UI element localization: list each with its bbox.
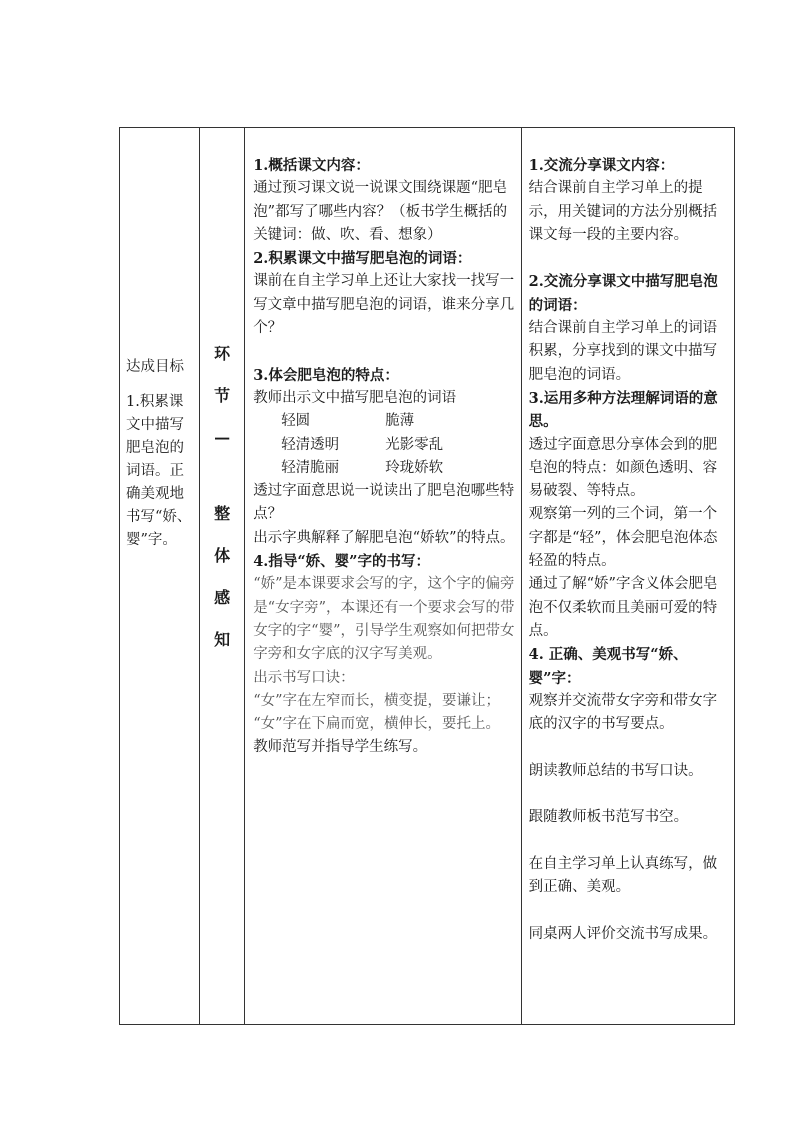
word-row <box>253 434 514 457</box>
teacher-section-3-title: 3.体会肥皂泡的特点： <box>253 366 399 384</box>
student-section-3-title: 3.运用多种方法理解词语的意思。 <box>528 389 718 431</box>
student-section-3-text-1: 透过字面意思分享体会到的肥皂泡的特点：如颜色透明、容易破裂、等特点。 <box>528 436 718 500</box>
student-section-1-text: 结合课前自主学习单上的提示，用关键词的方法分别概括课文每一段的主要内容。 <box>528 180 718 243</box>
goal-body: 1.积累课文中描写肥皂泡的词语。正确美观地书写“娇、婴”字。 <box>126 394 192 548</box>
teacher-section-4-end: 教师范写并指导学生练写。 <box>253 739 428 756</box>
teacher-activity-cell <box>245 128 521 1025</box>
table-row <box>120 128 735 1025</box>
stage-char: 感 <box>214 588 231 607</box>
word-row <box>253 457 514 480</box>
teacher-writing-rhyme-2: “女”字在下扁而宽，横伸长，要托上。 <box>253 716 501 733</box>
student-section-4-title: 4. 正确、美观书写“娇、婴”字： <box>528 646 688 687</box>
teacher-section-2-text: 课前在自主学习单上还让大家找一找写一写文章中描写肥皂泡的词语，谁来分享几个？ <box>253 273 515 337</box>
stage-char: 整 <box>214 504 231 523</box>
stage-char: — <box>214 428 231 447</box>
lesson-plan-table <box>119 127 735 1025</box>
word-list <box>253 410 514 480</box>
student-follow-writing: 跟随教师板书范写书空。 <box>528 809 689 826</box>
teacher-section-4-text: “娇”是本课要求会写的字，这个字的偏旁是“女字旁”，本课还有一个要求会写的带女字的字“婴”，引导学生观察如何把带女字旁和女字底的汉字写美观。 <box>253 576 515 663</box>
word: 脆薄 <box>385 413 415 430</box>
teacher-section-2-title: 2.积累课文中描写肥皂泡的词语： <box>253 250 472 268</box>
goal-title: 达成目标 <box>126 359 184 375</box>
teacher-section-3-text: 教师出示文中描写肥皂泡的词语 <box>253 389 457 406</box>
student-practice: 在自主学习单上认真练写，做到正确、美观。 <box>528 855 718 896</box>
word: 轻清脆丽 <box>281 459 340 476</box>
stage-char: 体 <box>214 546 231 565</box>
stage-cell <box>200 128 245 1025</box>
student-activity-cell <box>521 128 734 1025</box>
word: 光影零乱 <box>385 436 444 453</box>
goal-cell <box>120 128 200 1025</box>
word: 轻圆 <box>281 413 311 430</box>
student-section-3-text-3: 通过了解“娇”字含义体会肥皂泡不仅柔软而且美丽可爱的特点。 <box>528 576 718 639</box>
teacher-writing-rhyme-label: 出示书写口诀： <box>253 669 355 686</box>
teacher-section-3-question-1: 透过字面意思说一说读出了肥皂泡哪些特点？ <box>253 483 515 523</box>
teacher-section-1-text: 通过预习课文说一说课文围绕课题“肥皂泡”都写了哪些内容？（板书学生概括的关键词：做、吹、看、想象） <box>253 180 508 243</box>
word-row <box>253 410 514 433</box>
teacher-writing-rhyme-1: “女”字在左窄而长，横变提，要谦让； <box>253 692 501 709</box>
stage-char: 知 <box>214 630 231 649</box>
student-section-1-title: 1.交流分享课文内容： <box>528 157 675 174</box>
student-section-2-title: 2.交流分享课文中描写肥皂泡的词语： <box>528 273 718 314</box>
teacher-section-3-question-2: 出示字典解释了解肥皂泡“娇软”的特点。 <box>253 529 515 546</box>
word: 玲珑娇软 <box>385 459 444 476</box>
student-peer-review: 同桌两人评价交流书写成果。 <box>528 925 718 942</box>
word: 轻清透明 <box>281 436 340 453</box>
teacher-section-4-title: 4.指导“娇、婴”字的书写： <box>253 553 431 571</box>
student-section-4-text: 观察并交流带女字旁和带女字底的汉字的书写要点。 <box>528 692 718 733</box>
stage-char: 节 <box>214 386 231 405</box>
student-section-3-text-2: 观察第一列的三个词，第一个字都是“轻”，体会肥皂泡体态轻盈的特点。 <box>528 506 718 570</box>
stage-char: 环 <box>214 344 231 363</box>
student-read-rhyme: 朗读教师总结的书写口诀。 <box>528 762 703 779</box>
student-section-2-text: 结合课前自主学习单上的词语积累，分享找到的课文中描写肥皂泡的词语。 <box>528 320 718 383</box>
teacher-section-1-title: 1.概括课文内容： <box>253 157 370 174</box>
